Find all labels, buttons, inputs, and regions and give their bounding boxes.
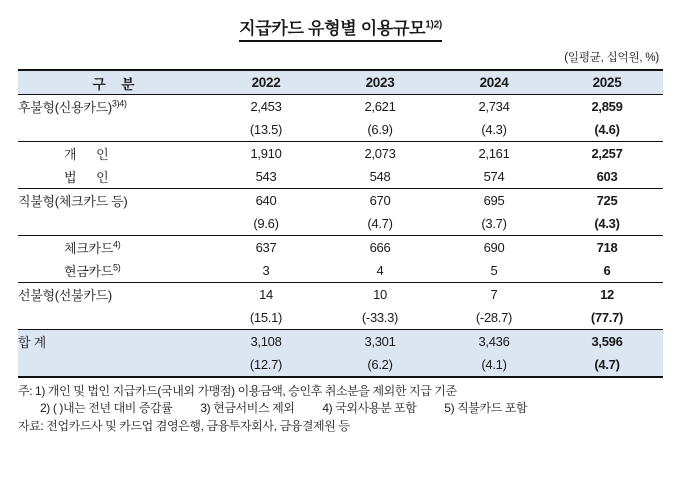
row-label-superscript: 4)	[113, 239, 121, 250]
cell-value: (9.6)	[253, 216, 279, 231]
row-label-total: 합 계	[18, 330, 209, 354]
row-label	[18, 118, 209, 142]
cell-value: 10	[373, 287, 387, 302]
cell-value: 12	[600, 287, 614, 302]
cell-value: (12.7)	[209, 353, 323, 377]
cell-value: 2,073	[364, 146, 396, 161]
cell-value: (4.3)	[481, 122, 507, 137]
row-label: 현금카드$^{5)}$	[64, 262, 121, 279]
cell-value: 543	[255, 169, 277, 184]
footnote-1-text: 개인 및 법인 지급카드(국내외 가맹점) 이용금액, 승인후 취소분을 제외한 지급 기준	[47, 384, 457, 398]
row-label: 법 인	[64, 170, 117, 185]
cell-value: (4.1)	[437, 353, 551, 377]
table-row	[18, 118, 663, 142]
cell-value: 3,108	[209, 330, 323, 354]
cell-value: 690	[483, 240, 505, 255]
table-row	[18, 259, 663, 283]
cell-value: (4.6)	[594, 122, 620, 137]
cell-value: (77.7)	[590, 310, 624, 325]
footnote-1-marker: 주: 1)	[18, 384, 45, 398]
unit-note: (일평균, 십억원, %)	[564, 52, 659, 64]
cell-value: (13.5)	[249, 122, 283, 137]
page-title-superscript: 1)2)	[425, 19, 442, 31]
column-header-category: 구 분	[18, 70, 209, 95]
row-label	[18, 212, 209, 236]
cell-value: 3,301	[323, 330, 437, 354]
cell-value: 695	[483, 193, 505, 208]
cell-value: 725	[596, 193, 618, 208]
row-label	[18, 306, 209, 330]
cell-value: (6.9)	[367, 122, 393, 137]
cell-value: 666	[369, 240, 391, 255]
cell-value: 3,596	[551, 330, 663, 354]
table-row-total	[18, 330, 663, 354]
cell-value: (15.1)	[249, 310, 283, 325]
page-title	[18, 0, 663, 41]
cell-value: (-28.7)	[475, 310, 513, 325]
table-row	[18, 306, 663, 330]
row-label: 직불형(체크카드 등)	[18, 194, 128, 209]
cell-value: 5	[490, 263, 498, 278]
footnote-4-text: 국외사용분 포함	[335, 401, 417, 416]
card-usage-table	[18, 69, 663, 378]
table-row	[18, 212, 663, 236]
row-label-superscript: 3)4)	[111, 98, 127, 109]
cell-value: (6.2)	[323, 353, 437, 377]
table-row	[18, 189, 663, 213]
footnote-3-marker: 3)	[200, 401, 211, 416]
column-header-2025: 2025	[551, 70, 663, 95]
cell-value: (3.7)	[481, 216, 507, 231]
footnote-line-1	[18, 383, 663, 400]
row-label-total-change	[18, 353, 209, 377]
cell-value: 670	[369, 193, 391, 208]
cell-value: 548	[369, 169, 391, 184]
table-row	[18, 236, 663, 260]
page-title-text: 지급카드 유형별 이용규모	[239, 19, 426, 38]
cell-value: 6	[603, 263, 611, 278]
column-header-2024: 2024	[437, 70, 551, 95]
cell-value: (4.7)	[551, 353, 663, 377]
column-header-2022: 2022	[209, 70, 323, 95]
cell-value: 1,910	[250, 146, 282, 161]
footnote-5-text: 직불카드 포함	[457, 401, 528, 416]
cell-value: (4.7)	[367, 216, 393, 231]
column-header-2023: 2023	[323, 70, 437, 95]
table-row	[18, 165, 663, 189]
cell-value: 2,257	[591, 146, 623, 161]
cell-value: 3,436	[437, 330, 551, 354]
cell-value: 7	[490, 287, 498, 302]
row-label: 체크카드$^{4)}$	[64, 239, 121, 256]
row-label-superscript: 5)	[113, 262, 121, 273]
footnote-2-text: ( )내는 전년 대비 증감률	[52, 401, 173, 416]
footnote-3-text: 현금서비스 제외	[213, 401, 295, 416]
cell-value: (4.3)	[594, 216, 620, 231]
cell-value: 2,859	[591, 99, 623, 114]
cell-value: 2,734	[478, 99, 510, 114]
footnote-4-marker: 4)	[322, 401, 333, 416]
footnote-line-2	[18, 400, 663, 417]
cell-value: 718	[596, 240, 618, 255]
cell-value: 640	[255, 193, 277, 208]
footnote-source: 자료: 전업카드사 및 카드업 겸영은행, 금융투자회사, 금융결제원 등	[18, 418, 350, 433]
cell-value: 2,161	[478, 146, 510, 161]
cell-value: 603	[596, 169, 618, 184]
footnote-2-marker: 2)	[40, 401, 50, 416]
table-header-row	[18, 70, 663, 95]
cell-value: 2,621	[364, 99, 396, 114]
table-row	[18, 142, 663, 166]
table-row-total-change	[18, 353, 663, 377]
table-row	[18, 95, 663, 119]
row-label: 개 인	[64, 147, 117, 162]
table-row	[18, 283, 663, 307]
cell-value: 4	[376, 263, 384, 278]
cell-value: (-33.3)	[361, 310, 399, 325]
row-label: 후불형(신용카드)$^{3)4)}$	[18, 98, 127, 115]
cell-value: 3	[262, 263, 270, 278]
footnote-5-marker: 5)	[444, 401, 455, 416]
cell-value: 2,453	[250, 99, 282, 114]
footnotes	[18, 378, 663, 435]
cell-value: 574	[483, 169, 505, 184]
row-label: 선불형(선불카드)	[18, 288, 112, 303]
cell-value: 637	[255, 240, 277, 255]
cell-value: 14	[259, 287, 273, 302]
